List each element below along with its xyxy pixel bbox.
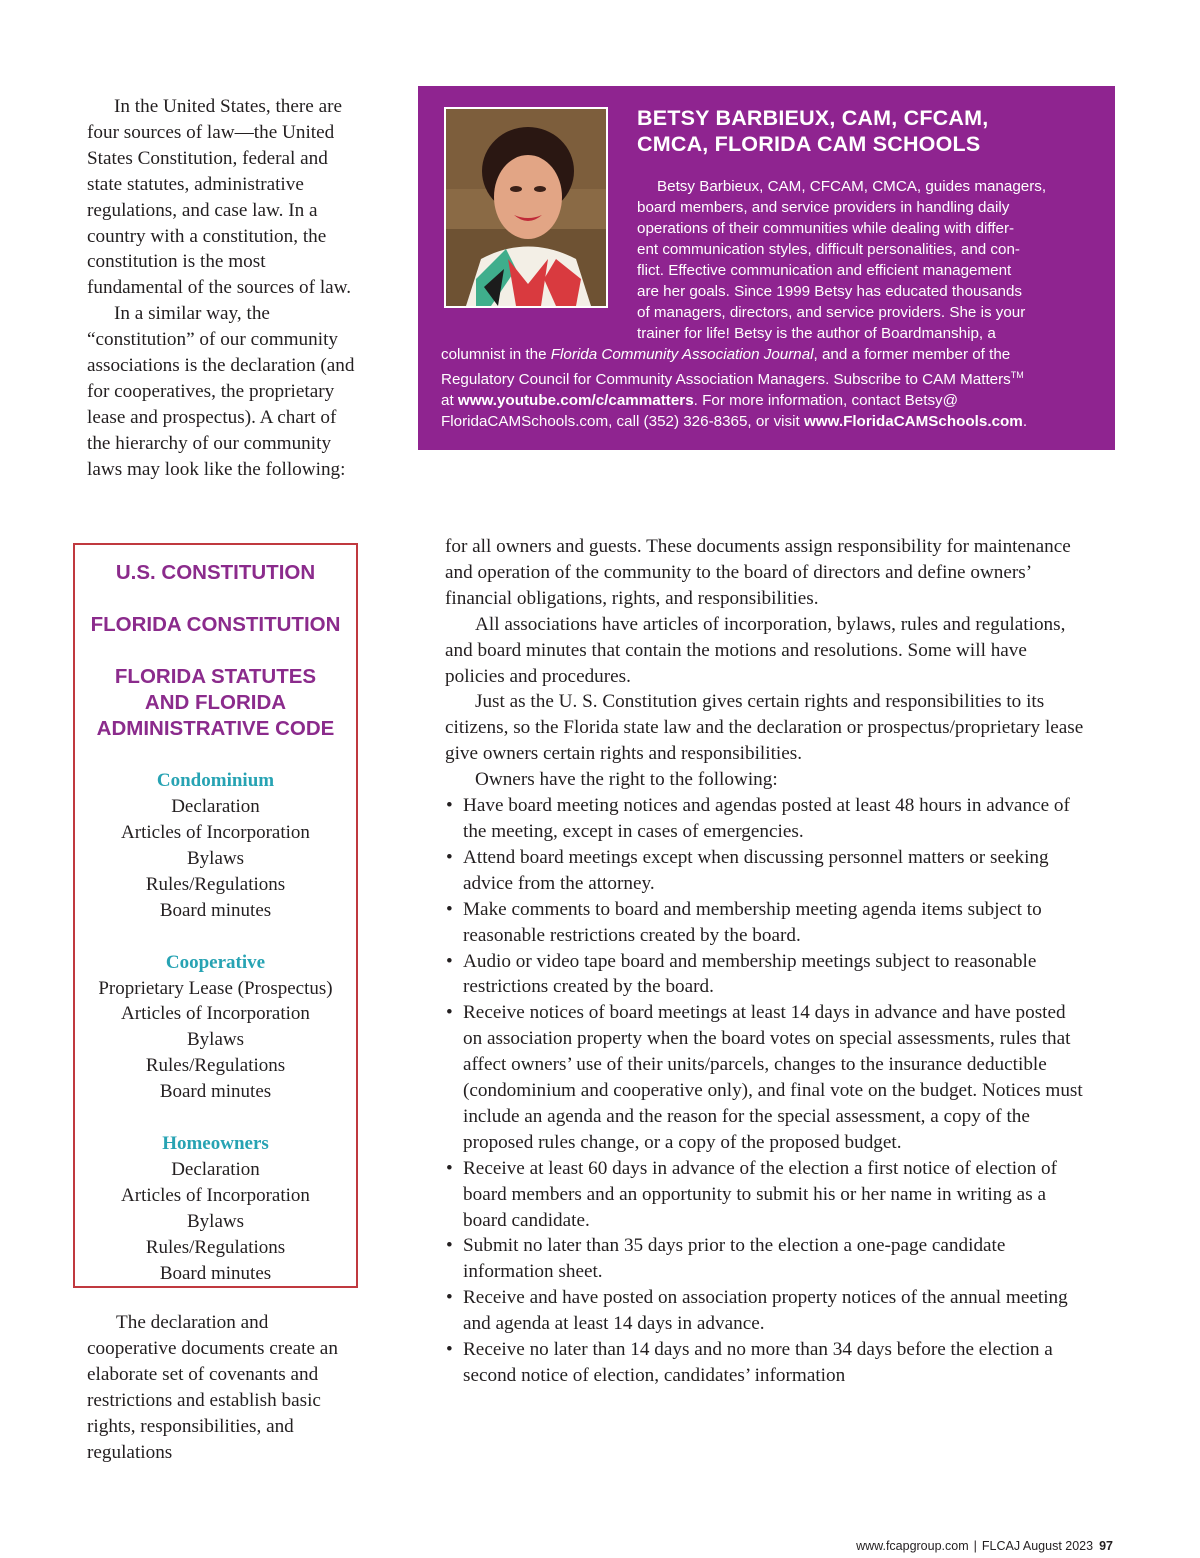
bio-line: board members, and service providers in handling daily	[637, 199, 1010, 216]
author-bio-text	[441, 176, 1101, 432]
outro-paragraph: The declaration and cooperative documents create an elaborate set of covenants and restrictions and establish basic rights, responsibilities, and regulations	[87, 1312, 338, 1463]
hierarchy-statutes-line1: FLORIDA STATUTES	[114, 665, 317, 688]
bio-line: Betsy Barbieux, CAM, CFCAM, CMCA, guides managers,	[657, 178, 1047, 195]
bio-line	[441, 344, 1101, 365]
bio-text-span: columnist in the	[441, 346, 551, 363]
author-name-line1: BETSY BARBIEUX, CAM, CFCAM,	[637, 106, 989, 130]
hierarchy-chart	[73, 543, 358, 1288]
bio-text-span: at	[441, 392, 458, 410]
hoa-item: Articles of Incorporation	[121, 1184, 310, 1206]
coop-item: Bylaws	[187, 1029, 244, 1051]
cooperative-heading: Cooperative	[165, 951, 266, 973]
coop-item: Articles of Incorporation	[121, 1003, 310, 1025]
footer-separator: |	[973, 1539, 977, 1553]
bio-line	[441, 390, 1101, 411]
coop-item: Proprietary Lease (Prospectus)	[98, 977, 333, 999]
owner-right-item: • Receive no later than 14 days and no more than 34 days before the election a second notice of election, candidates’ information	[445, 1337, 1085, 1389]
bio-line: flict. Effective communication and efficient management	[637, 262, 1012, 279]
page-footer	[856, 1539, 1113, 1553]
bio-text-span: Regulatory Council for Community Association Managers. Subscribe to CAM Matters	[441, 371, 1011, 389]
hoa-item: Declaration	[171, 1159, 260, 1181]
main-article-column	[445, 534, 1085, 1389]
author-name-heading	[637, 105, 1097, 157]
author-name-line2: CMCA, FLORIDA CAM SCHOOLS	[637, 132, 981, 156]
owner-rights-list	[445, 793, 1085, 1389]
owner-right-item: • Have board meeting notices and agendas posted at least 48 hours in advance of the meeting, except in cases of emergencies.	[445, 793, 1085, 845]
hierarchy-florida-constitution: FLORIDA CONSTITUTION	[90, 613, 341, 636]
footer-date: August 2023	[1022, 1539, 1094, 1553]
condo-item: Rules/Regulations	[145, 873, 286, 895]
footer-website: www.fcapgroup.com	[856, 1539, 969, 1553]
condo-item: Board minutes	[159, 899, 272, 921]
hierarchy-statutes-line3: ADMINISTRATIVE CODE	[96, 717, 335, 740]
owner-right-item: • Submit no later than 35 days prior to the election a one-page candidate information sheet.	[445, 1233, 1085, 1285]
hoa-item: Rules/Regulations	[145, 1236, 286, 1258]
hierarchy-statutes-line2: AND FLORIDA	[144, 691, 287, 714]
hoa-item: Board minutes	[159, 1262, 272, 1284]
hoa-item: Bylaws	[187, 1210, 244, 1232]
bio-text-span: FloridaCAMSchools.com, call (352) 326-8365, or visit	[441, 413, 804, 431]
coop-item: Rules/Regulations	[145, 1055, 286, 1077]
homeowners-heading: Homeowners	[162, 1133, 269, 1155]
bio-line: trainer for life! Betsy is the author of Boardmanship, a	[637, 325, 996, 342]
journal-title: Florida Community Association Journal	[550, 346, 814, 363]
trademark: TM	[1010, 370, 1024, 380]
condominium-heading: Condominium	[156, 770, 275, 791]
left-outro	[87, 1310, 359, 1465]
bio-text-span: . For more information, contact Betsy@	[693, 392, 959, 410]
bio-line	[441, 365, 1101, 390]
page-number: 97	[1099, 1539, 1113, 1553]
condo-item: Bylaws	[187, 847, 244, 869]
intro-paragraph-1: In the United States, there are four sources of law—the United States Constitution, federal and state statutes, administrative regulations, and case law. In a country with a constitution, the constitution is the most fundamental of the sources of law.	[87, 96, 352, 299]
author-bio-box	[418, 86, 1115, 450]
bio-line	[441, 411, 1101, 432]
article-paragraph: Just as the U. S. Constitution gives certain rights and responsibilities to its citizens, so the Florida state law and the declaration or prospectus/proprietary lease give owners certain rights and responsibilities.	[445, 691, 1084, 765]
bio-line: of managers, directors, and service providers. She is your	[637, 304, 1026, 321]
hierarchy-us-constitution: U.S. CONSTITUTION	[115, 561, 316, 584]
condo-item: Articles of Incorporation	[121, 821, 310, 843]
owner-right-item: • Receive at least 60 days in advance of the election a first notice of election of board members and an opportunity to submit his or her name in writing as a board candidate.	[445, 1156, 1085, 1234]
website-link[interactable]: www.FloridaCAMSchools.com	[803, 413, 1023, 431]
youtube-link[interactable]: www.youtube.com/c/cammatters	[457, 392, 694, 410]
owner-right-item: • Receive and have posted on association property notices of the annual meeting and agenda at least 14 days in advance.	[445, 1285, 1085, 1337]
article-paragraph: All associations have articles of incorporation, bylaws, rules and regulations, and board minutes that contain the motions and resolutions. Some will have policies and procedures.	[445, 613, 1066, 687]
bio-line: are her goals. Since 1999 Betsy has educated thousands	[637, 283, 1023, 300]
bio-text-span: , and a former member of the	[813, 346, 1011, 363]
condo-item: Declaration	[171, 796, 260, 817]
owner-right-item: • Receive notices of board meetings at least 14 days in advance and have posted on association property when the board votes on special assessments, rules that affect owners’ use of their units/parcels, changes to the insurance deductible (condominium and cooperative only), and final vote on the budget. Notices must include an agenda and the reason for the special assessment, a copy of the proposed rules change, or a copy of the proposed budget.	[445, 1000, 1085, 1155]
owner-right-item: • Audio or video tape board and membership meetings subject to reasonable restrictions created by the board.	[445, 949, 1085, 1001]
bio-line: operations of their communities while dealing with differ-	[637, 220, 1015, 237]
coop-item: Board minutes	[159, 1081, 272, 1103]
article-paragraph: for all owners and guests. These documents assign responsibility for maintenance and operation of the community to the board of directors and define owners’ financial obligations, rights, and responsibilities.	[445, 536, 1071, 609]
article-paragraph: Owners have the right to the following:	[475, 769, 778, 791]
owner-right-item: • Attend board meetings except when discussing personnel matters or seeking advice from the attorney.	[445, 845, 1085, 897]
intro-paragraph-2: In a similar way, the “constitution” of our community associations is the declaration (and for cooperatives, the proprietary lease and prospectus). A chart of the hierarchy of our community laws may look like the following:	[87, 303, 355, 480]
bio-line: ent communication styles, difficult personalities, and con-	[637, 241, 1020, 258]
left-intro	[87, 94, 359, 483]
bio-text-span: .	[1022, 413, 1028, 431]
owner-right-item: • Make comments to board and membership meeting agenda items subject to reasonable restrictions created by the board.	[445, 897, 1085, 949]
footer-publication: FLCAJ	[981, 1539, 1021, 1553]
